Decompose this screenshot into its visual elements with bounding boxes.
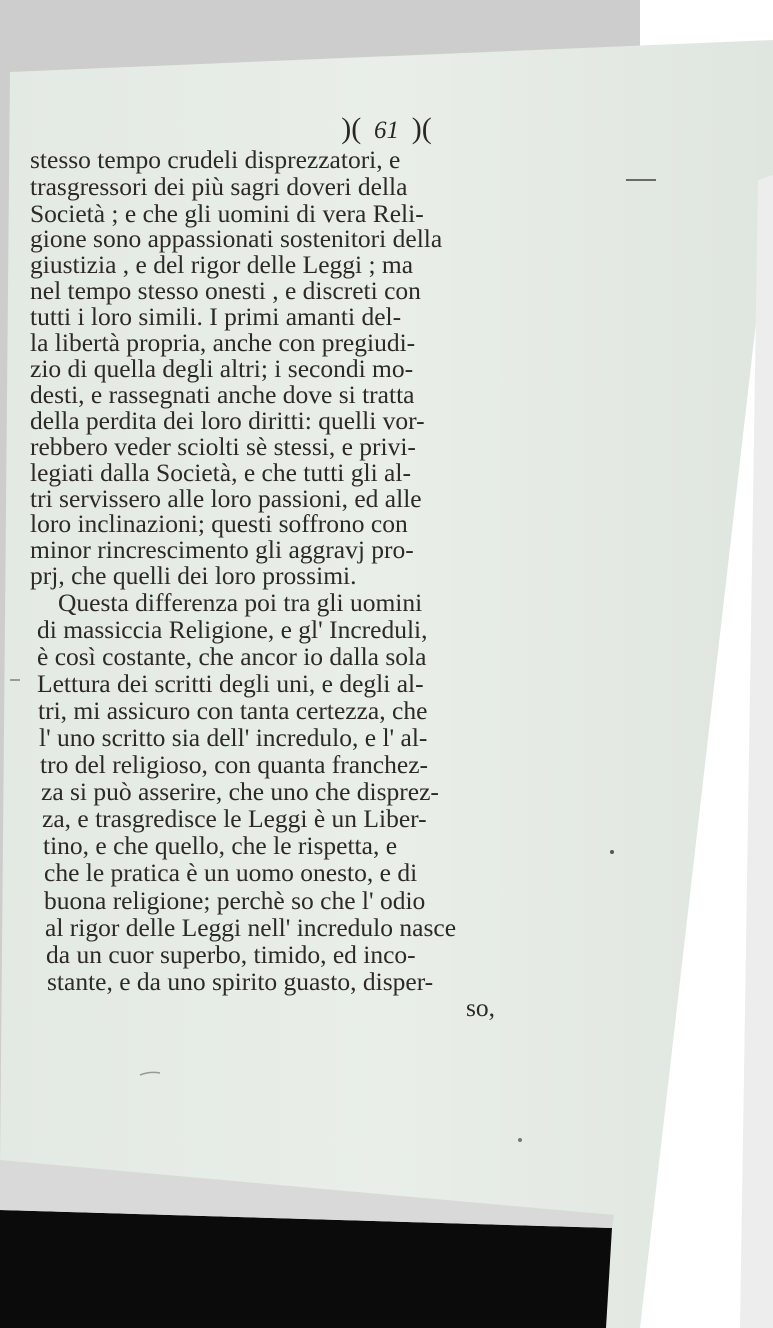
text-line: za si può asserire, che uno che disprez- <box>41 777 439 806</box>
text-line: loro inclinazioni; questi soffrono con <box>30 509 408 538</box>
text-line: minor rincrescimento gli aggravj pro- <box>30 535 414 564</box>
page-number: 61 <box>374 117 399 144</box>
text-line: la libertà propria, anche con pregiudi- <box>30 328 416 357</box>
text-line: prj, che quelli dei loro prossimi. <box>30 561 357 590</box>
text-line: stesso tempo crudeli disprezzatori, e <box>30 145 401 174</box>
text-line: desti, e rassegnati anche dove si tratta <box>30 380 415 409</box>
text-line: rebbero veder sciolti sè stessi, e privi- <box>30 432 416 461</box>
text-line: tri servissero alle loro passioni, ed alle <box>30 484 422 513</box>
text-line: che le pratica è un uomo onesto, e di <box>44 858 418 887</box>
text-line: stante, e da uno spirito guasto, disper- <box>47 967 434 996</box>
text-line: della perdita dei loro diritti: quelli vor- <box>30 406 425 435</box>
text-line: gione sono appassionati sostenitori della <box>30 224 443 253</box>
text-line: tro del religioso, con quanta franchez- <box>40 750 429 779</box>
text-line: legiati dalla Società, e che tutti gli al- <box>30 458 411 487</box>
text-line: za, e trasgredisce le Leggi è un Liber- <box>42 804 427 833</box>
paper-sheet <box>0 40 773 1328</box>
text-line: l' uno scritto sia dell' incredulo, e l' al- <box>39 723 428 752</box>
text-line: nel tempo stesso onesti , e discreti con <box>30 276 421 305</box>
text-line: Lettura dei scritti degli uni, e degli al- <box>37 669 424 698</box>
header-ornament-right: )( <box>411 112 432 145</box>
text-line: di massiccia Religione, e gl' Increduli, <box>37 615 428 644</box>
text-line: al rigor delle Leggi nell' incredulo nasce <box>45 913 457 942</box>
text-line: Società ; e che gli uomini di vera Reli- <box>30 199 424 228</box>
text-line: tri, mi assicuro con tanta certezza, che <box>38 696 428 725</box>
text-line: buona religione; perchè so che l' odio <box>44 886 426 915</box>
text-line: Questa differenza poi tra gli uomini <box>58 588 423 617</box>
catchword: so, <box>466 993 496 1022</box>
text-line: trasgressori dei più sagri doveri della <box>30 172 408 201</box>
text-line: è così costante, che ancor io dalla sola <box>37 642 427 671</box>
text-line: da un cuor superbo, timido, ed inco- <box>46 940 416 969</box>
text-line: tutti i loro simili. I primi amanti del- <box>30 302 402 331</box>
text-line: zio di quella degli altri; i secondi mo- <box>30 354 414 383</box>
header-ornament-left: )( <box>341 112 362 145</box>
text-line: giustizia , e del rigor delle Leggi ; ma <box>30 250 414 279</box>
text-line: tino, e che quello, che le rispetta, e <box>43 831 398 860</box>
scan-dark-band <box>0 1210 612 1328</box>
